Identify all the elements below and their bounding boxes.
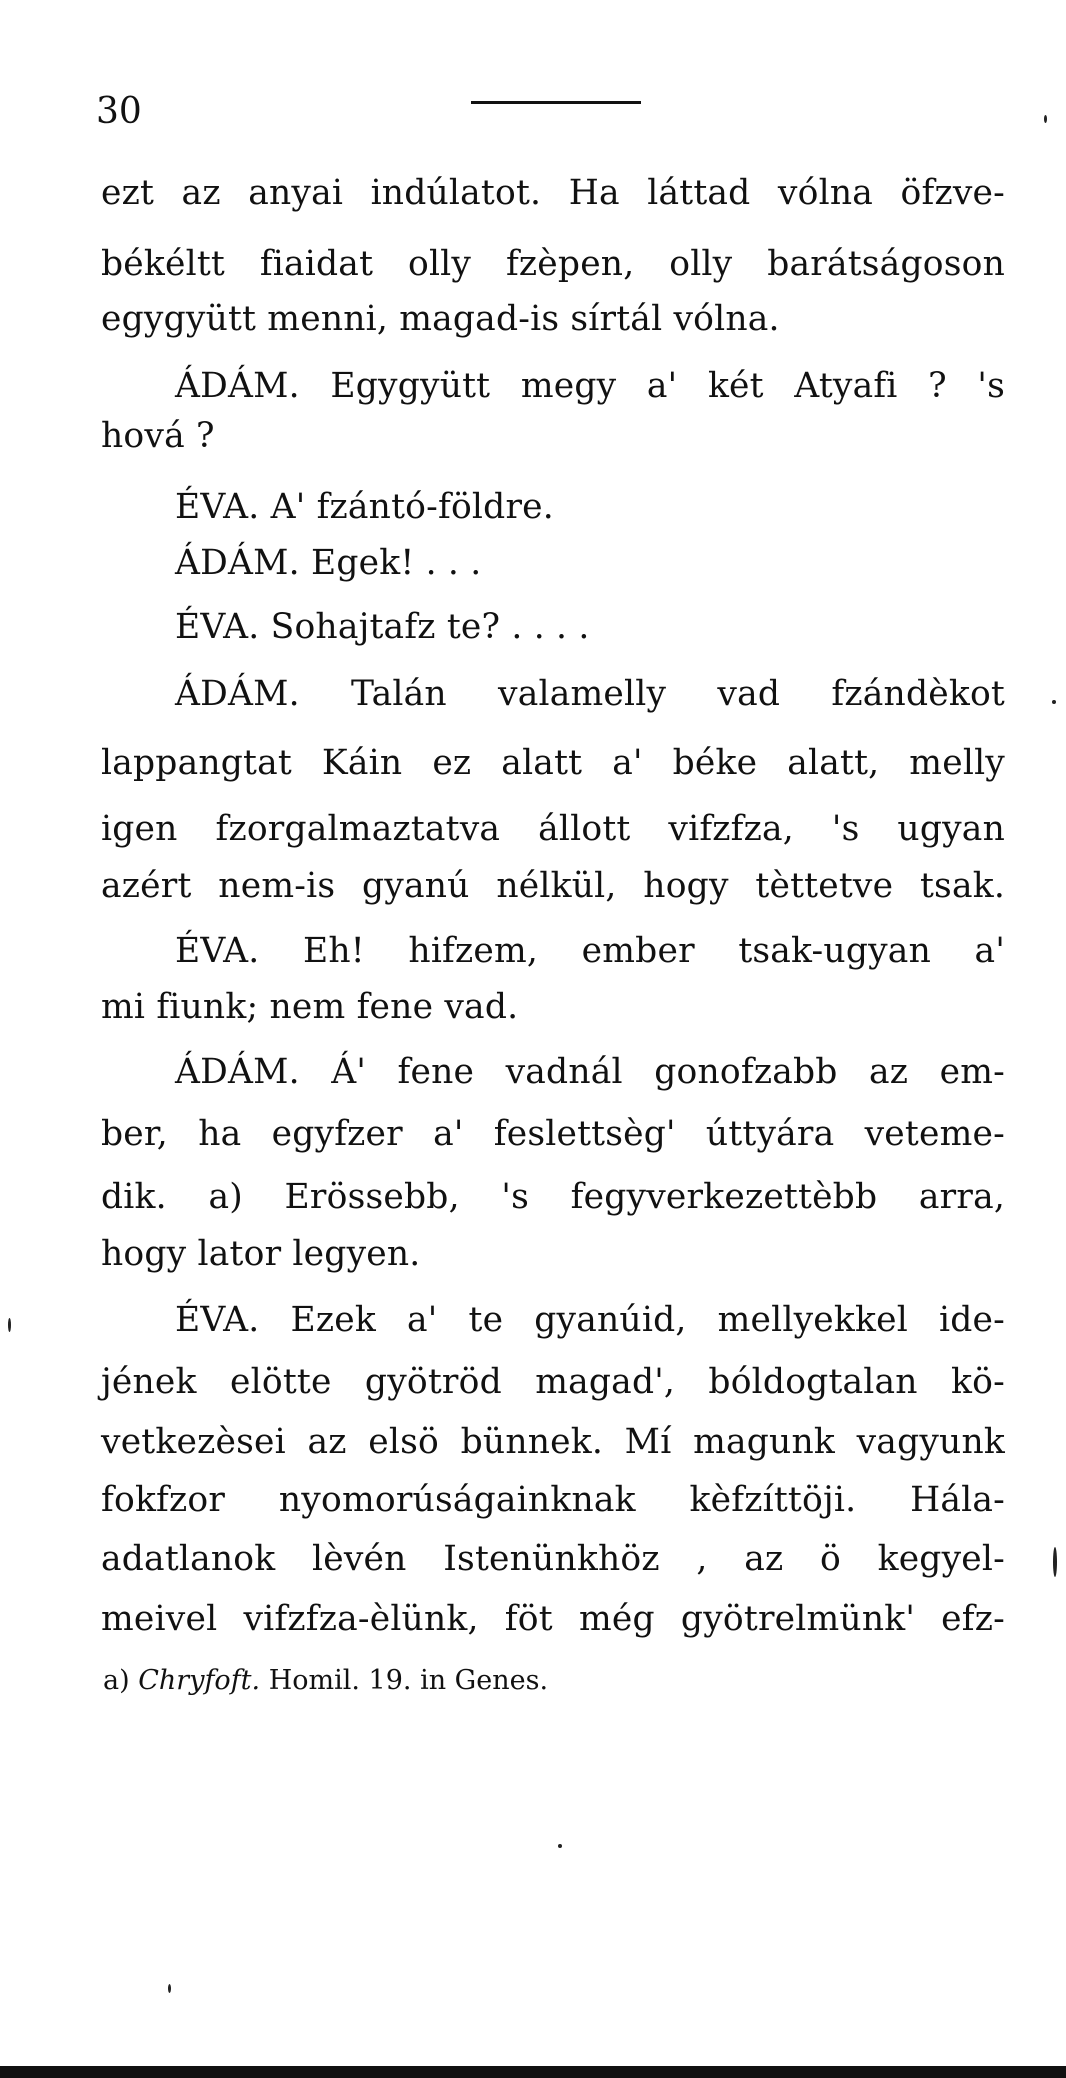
footnote-text: Homil. 19. in Genes. [268, 1665, 549, 1696]
text-line: hogy lator legyen. [101, 1234, 421, 1274]
text-line: ÁDÁM. Egek! . . . [175, 543, 482, 583]
text-line: ÁDÁM. Egygyütt megy a' két Atyafi ? 's [175, 366, 1005, 406]
text-line: ber, ha egyfzer a' feslettsèg' úttyára veteme- [101, 1114, 1005, 1154]
text-line: ÉVA. A' fzántó-földre. [175, 487, 554, 527]
footnote-marker: a) [103, 1665, 130, 1696]
text-line: ÁDÁM. Talán valamelly vad fzándèkot [175, 674, 1005, 714]
text-line: ÉVA. Ezek a' te gyanúid, mellyekkel ide- [175, 1300, 1005, 1340]
scan-speck [1053, 1547, 1057, 1577]
text-line: egygyütt menni, magad-is sírtál vólna. [101, 299, 780, 339]
footnote-author: Chryfoft. [138, 1665, 261, 1696]
text-line: ezt az anyai indúlatot. Ha láttad vólna öfzve- [101, 173, 1005, 213]
scan-speck [168, 1984, 171, 1993]
text-line: igen fzorgalmaztatva állott vifzfza, 's ugyan [101, 809, 1005, 849]
text-line: fokfzor nyomorúságainknak kèfzíttöji. Hála- [101, 1480, 1005, 1520]
text-line: ÉVA. Sohajtafz te? . . . . [175, 607, 590, 647]
page-number: 30 [96, 91, 142, 132]
header-rule [471, 101, 641, 104]
text-line: vetkezèsei az elsö bünnek. Mí magunk vagyunk [101, 1422, 1005, 1462]
scan-speck [558, 1844, 562, 1848]
text-line: békéltt fiaidat olly fzèpen, olly barátságoson [101, 244, 1005, 284]
footnote [103, 1664, 548, 1698]
text-line: mi fiunk; nem fene vad. [101, 987, 519, 1027]
scan-speck [1044, 115, 1047, 123]
text-line: ÉVA. Eh! hifzem, ember tsak-ugyan a' [175, 931, 1005, 971]
text-line: adatlanok lèvén Istenünkhöz , az ö kegyel- [101, 1539, 1005, 1579]
scan-speck [8, 1318, 11, 1332]
text-line: ÁDÁM. Á' fene vadnál gonofzabb az em- [175, 1052, 1005, 1092]
text-line: dik. a) Erössebb, 's fegyverkezettèbb arra, [101, 1177, 1005, 1217]
text-line: lappangtat Káin ez alatt a' béke alatt, melly [101, 743, 1005, 783]
scan-bottom-edge [0, 2066, 1066, 2078]
text-line: meivel vifzfza-èlünk, föt még gyötrelmünk' efz- [101, 1599, 1005, 1639]
text-line: jének elötte gyötröd magad', bóldogtalan kö- [101, 1362, 1005, 1402]
scan-speck [1052, 700, 1056, 704]
text-line: azért nem-is gyanú nélkül, hogy tèttetve tsak. [101, 866, 1005, 906]
text-line: hová ? [101, 416, 215, 456]
